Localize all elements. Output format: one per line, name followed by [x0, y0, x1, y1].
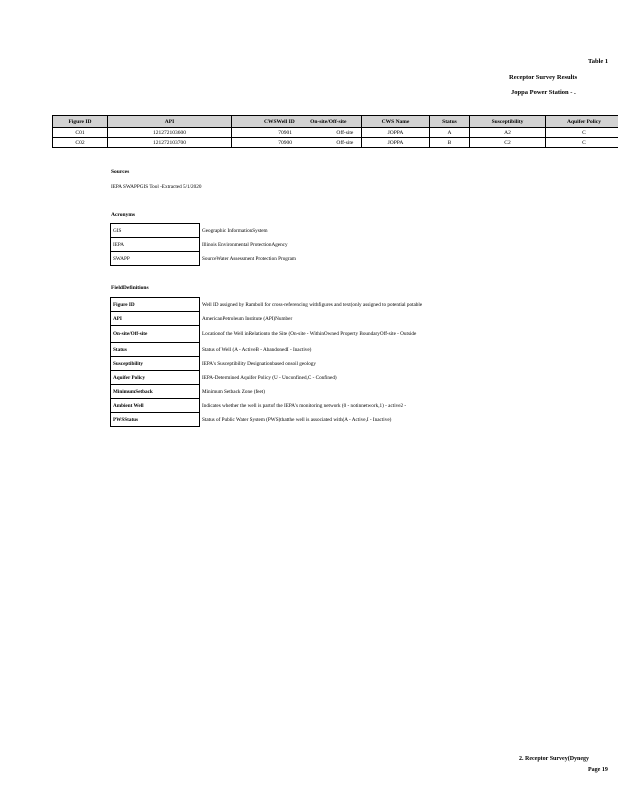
definition-row: [111, 343, 618, 357]
receptor-table: [52, 115, 618, 148]
sources-line: IEPA SWAPPGIS Tool -Extracted 5/1/2020: [111, 184, 202, 190]
acronym-row: [111, 252, 531, 266]
cell-cws-name: JOPPA: [362, 138, 430, 148]
definition-value: Locationof the Well inRelationto the Site (On-site - WithinOwned Property BoundaryOff-site - Outside: [202, 331, 417, 337]
acronym-value: SourceWater Assessment Protection Program: [202, 255, 296, 262]
definition-key: Aquifer Policy: [111, 371, 200, 385]
cell-figure-id: C01: [53, 128, 108, 138]
col-header-api: API: [108, 116, 232, 128]
acronyms-table: [110, 223, 531, 266]
definition-key: PWSStatus: [111, 413, 200, 427]
definition-key: Susceptibility: [111, 357, 200, 371]
col-header-status: Status: [430, 116, 470, 128]
definition-row: [111, 326, 618, 343]
field-definitions-heading: FieldDefinitions: [111, 285, 149, 291]
cell-susceptibility: C2: [470, 138, 546, 148]
definition-key: MinimumSetback: [111, 385, 200, 399]
definition-value: Status of Public Water System (PWS)thatthe well is associated with(A - Active,I - Inactive): [202, 416, 392, 423]
cell-onsite-offsite: Off-site: [336, 129, 354, 136]
cell-api: 121272103600: [108, 128, 232, 138]
cell-cws-name: JOPPA: [362, 128, 430, 138]
definition-key: On-site/Off-site: [111, 326, 200, 343]
definition-value: IEPA's Susceptibility Designationbased onsoil geology: [202, 360, 316, 367]
cell-onsite-offsite: Off-site: [336, 139, 354, 146]
definition-row: [111, 385, 618, 399]
acronym-row: [111, 224, 531, 238]
table-row: [53, 128, 618, 138]
cell-cws-well: [232, 138, 362, 148]
sources-heading: Sources: [111, 169, 130, 175]
acronym-value: Geographic InformationSystem: [202, 227, 268, 234]
definition-row: [111, 312, 618, 326]
cell-figure-id: C02: [53, 138, 108, 148]
acronym-key: SWAPP: [111, 252, 200, 266]
field-definitions-table: [110, 297, 618, 427]
cell-cws-well: [232, 128, 362, 138]
cell-status: B: [430, 138, 470, 148]
col-header-cws-name: CWS Name: [362, 116, 430, 128]
table-row: [53, 138, 618, 148]
definition-row: [111, 413, 618, 427]
table-header-row: [53, 116, 618, 128]
definition-value: Minimum Setback Zone (feet): [202, 388, 265, 395]
table-number: Table 1: [588, 58, 609, 65]
definition-key: API: [111, 312, 200, 326]
page-number: Page 19: [588, 767, 608, 773]
footer-document-title: 2. Receptor Survey(Dynegy: [519, 756, 590, 762]
cell-cws-well-id: 70901: [278, 129, 292, 136]
cell-status: A: [430, 128, 470, 138]
cell-aquifer-policy: C: [546, 138, 618, 148]
definition-row: [111, 399, 618, 413]
site-name: Joppa Power Station - .: [511, 89, 576, 96]
definition-value: Status of Well (A - ActiveB - AbandonedI - Inactive): [202, 346, 312, 353]
col-header-cws-well-id-label: CWSWell ID: [264, 118, 295, 125]
definition-key: Status: [111, 343, 200, 357]
col-header-susceptibility: Susceptibility: [470, 116, 546, 128]
acronym-row: [111, 238, 531, 252]
definition-key: Figure ID: [111, 298, 200, 312]
definition-value: Well ID assigned by Ramboll for cross-referencing withfigures and text(only assigned to potential potable: [202, 301, 423, 308]
definition-key: Ambient Well: [111, 399, 200, 413]
col-header-cws-well-id: [232, 116, 362, 128]
col-header-figure-id: Figure ID: [53, 116, 108, 128]
cell-aquifer-policy: C: [546, 128, 618, 138]
col-header-onsite-offsite: On-site/Off-site: [310, 118, 347, 125]
definition-row: [111, 371, 618, 385]
acronym-value: Illinois Environmental ProtectionAgency: [202, 241, 288, 248]
cell-susceptibility: A2: [470, 128, 546, 138]
cell-api: 121272103700: [108, 138, 232, 148]
definition-row: [111, 298, 618, 312]
acronym-key: GIS: [111, 224, 200, 238]
definition-value: IEPA-Determined Aquifer Policy (U - Unconfined,C - Confined): [202, 374, 337, 381]
definition-value: AmericanPetroleum Institute (API)Number: [202, 315, 293, 322]
definition-value: Indicates whether the well is partof the IEPA's monitoring network (0 - notinnetwork,1) - active2 -: [202, 402, 407, 409]
definition-row: [111, 357, 618, 371]
col-header-aquifer-policy: Aquifer Policy: [546, 116, 618, 128]
cell-cws-well-id: 70900: [278, 139, 292, 146]
acronyms-heading: Acronyms: [111, 212, 136, 218]
acronym-key: IEPA: [111, 238, 200, 252]
report-title: Receptor Survey Results: [509, 74, 578, 81]
